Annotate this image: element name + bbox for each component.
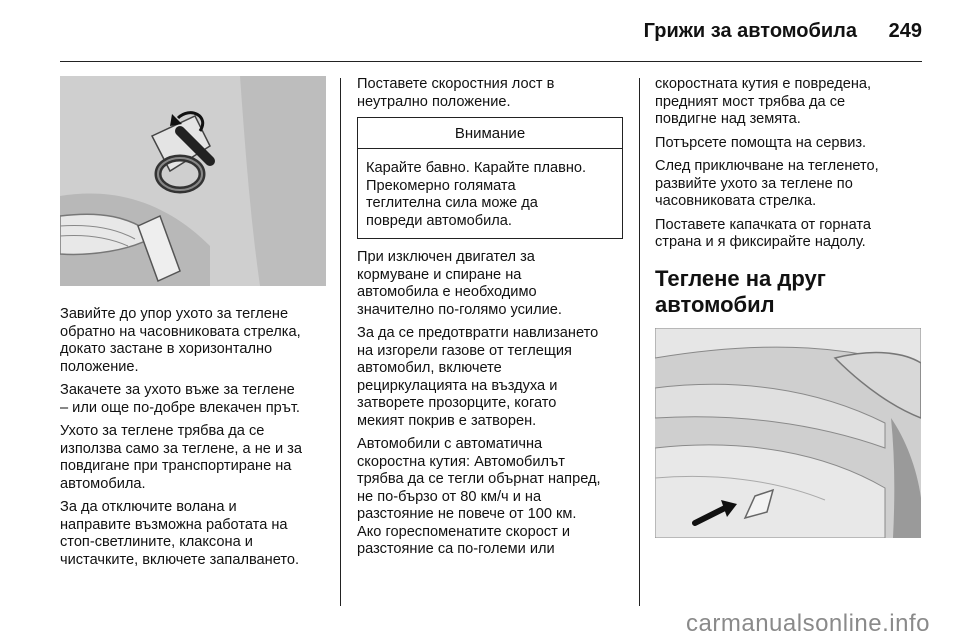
paragraph: След приключване на тегленето, развийте ухото за теглене по часовниковата стрелка. (655, 158, 879, 209)
watermark: carmanualsonline.info (686, 610, 930, 637)
towing-car-illustration (655, 328, 921, 538)
section-heading: Теглене на друг автомобил (655, 265, 826, 317)
paragraph: За да отключите волана и направите възможна работата на стоп-светлините, клаксона и чистачките, включете запалването. (60, 499, 300, 568)
column-divider-2 (639, 78, 640, 606)
paragraph: скоростната кутия е повредена, предният мост трябва да се повдигне над земята. (655, 76, 872, 127)
paragraph: Поставете скоростния лост в неутрално положение. (357, 76, 555, 110)
column-2 (357, 76, 623, 565)
column-1 (60, 76, 326, 575)
tow-eye-illustration (60, 76, 326, 286)
header-divider (60, 61, 922, 62)
warning-title: Внимание (358, 118, 622, 149)
paragraph: Закачете за ухото въже за теглене – или още по-добре влекачен прът. (60, 382, 300, 416)
car-rear-drawing (655, 328, 921, 538)
page-number: 249 (888, 20, 922, 42)
tow-eye-drawing (60, 76, 326, 286)
paragraph: При изключен двигател за кормуване и спиране на автомобила е необходимо значително по-голямо усилие. (357, 249, 562, 318)
warning-box (357, 117, 623, 239)
warning-text: Карайте бавно. Карайте плавно. Прекомерно голямата теглителна сила може да повреди автомобила. (366, 160, 587, 229)
column-3 (655, 76, 921, 558)
paragraph: Ухото за теглене трябва да се използва само за теглене, а не и за повдигане при транспортиране на автомобила. (60, 423, 302, 492)
column-divider-1 (340, 78, 341, 606)
page-header-title: Грижи за автомобила (643, 20, 857, 42)
paragraph: За да се предотвратги навлизането на изгорели газове от теглещия автомобил, включете рециркулацията на въздуха и затворете прозорците, когато мекият покрив е затворен. (357, 325, 599, 429)
paragraph: Поставете капачката от горната страна и я фиксирайте надолу. (655, 216, 872, 250)
paragraph: Автомобили с автоматична скоростна кутия: Автомобилът трябва да се тегли обърнат напред, не по-бързо от 80 км/ч и на разстояние не повече от 100 км. Ако гореспоменатите скорост и разстояние са по-големи или (357, 436, 601, 557)
paragraph: Завийте до упор ухото за теглене обратно на часовниковата стрелка, докато застане в хоризонтално положение. (60, 306, 301, 375)
paragraph: Потърсете помощта на сервиз. (655, 134, 867, 151)
